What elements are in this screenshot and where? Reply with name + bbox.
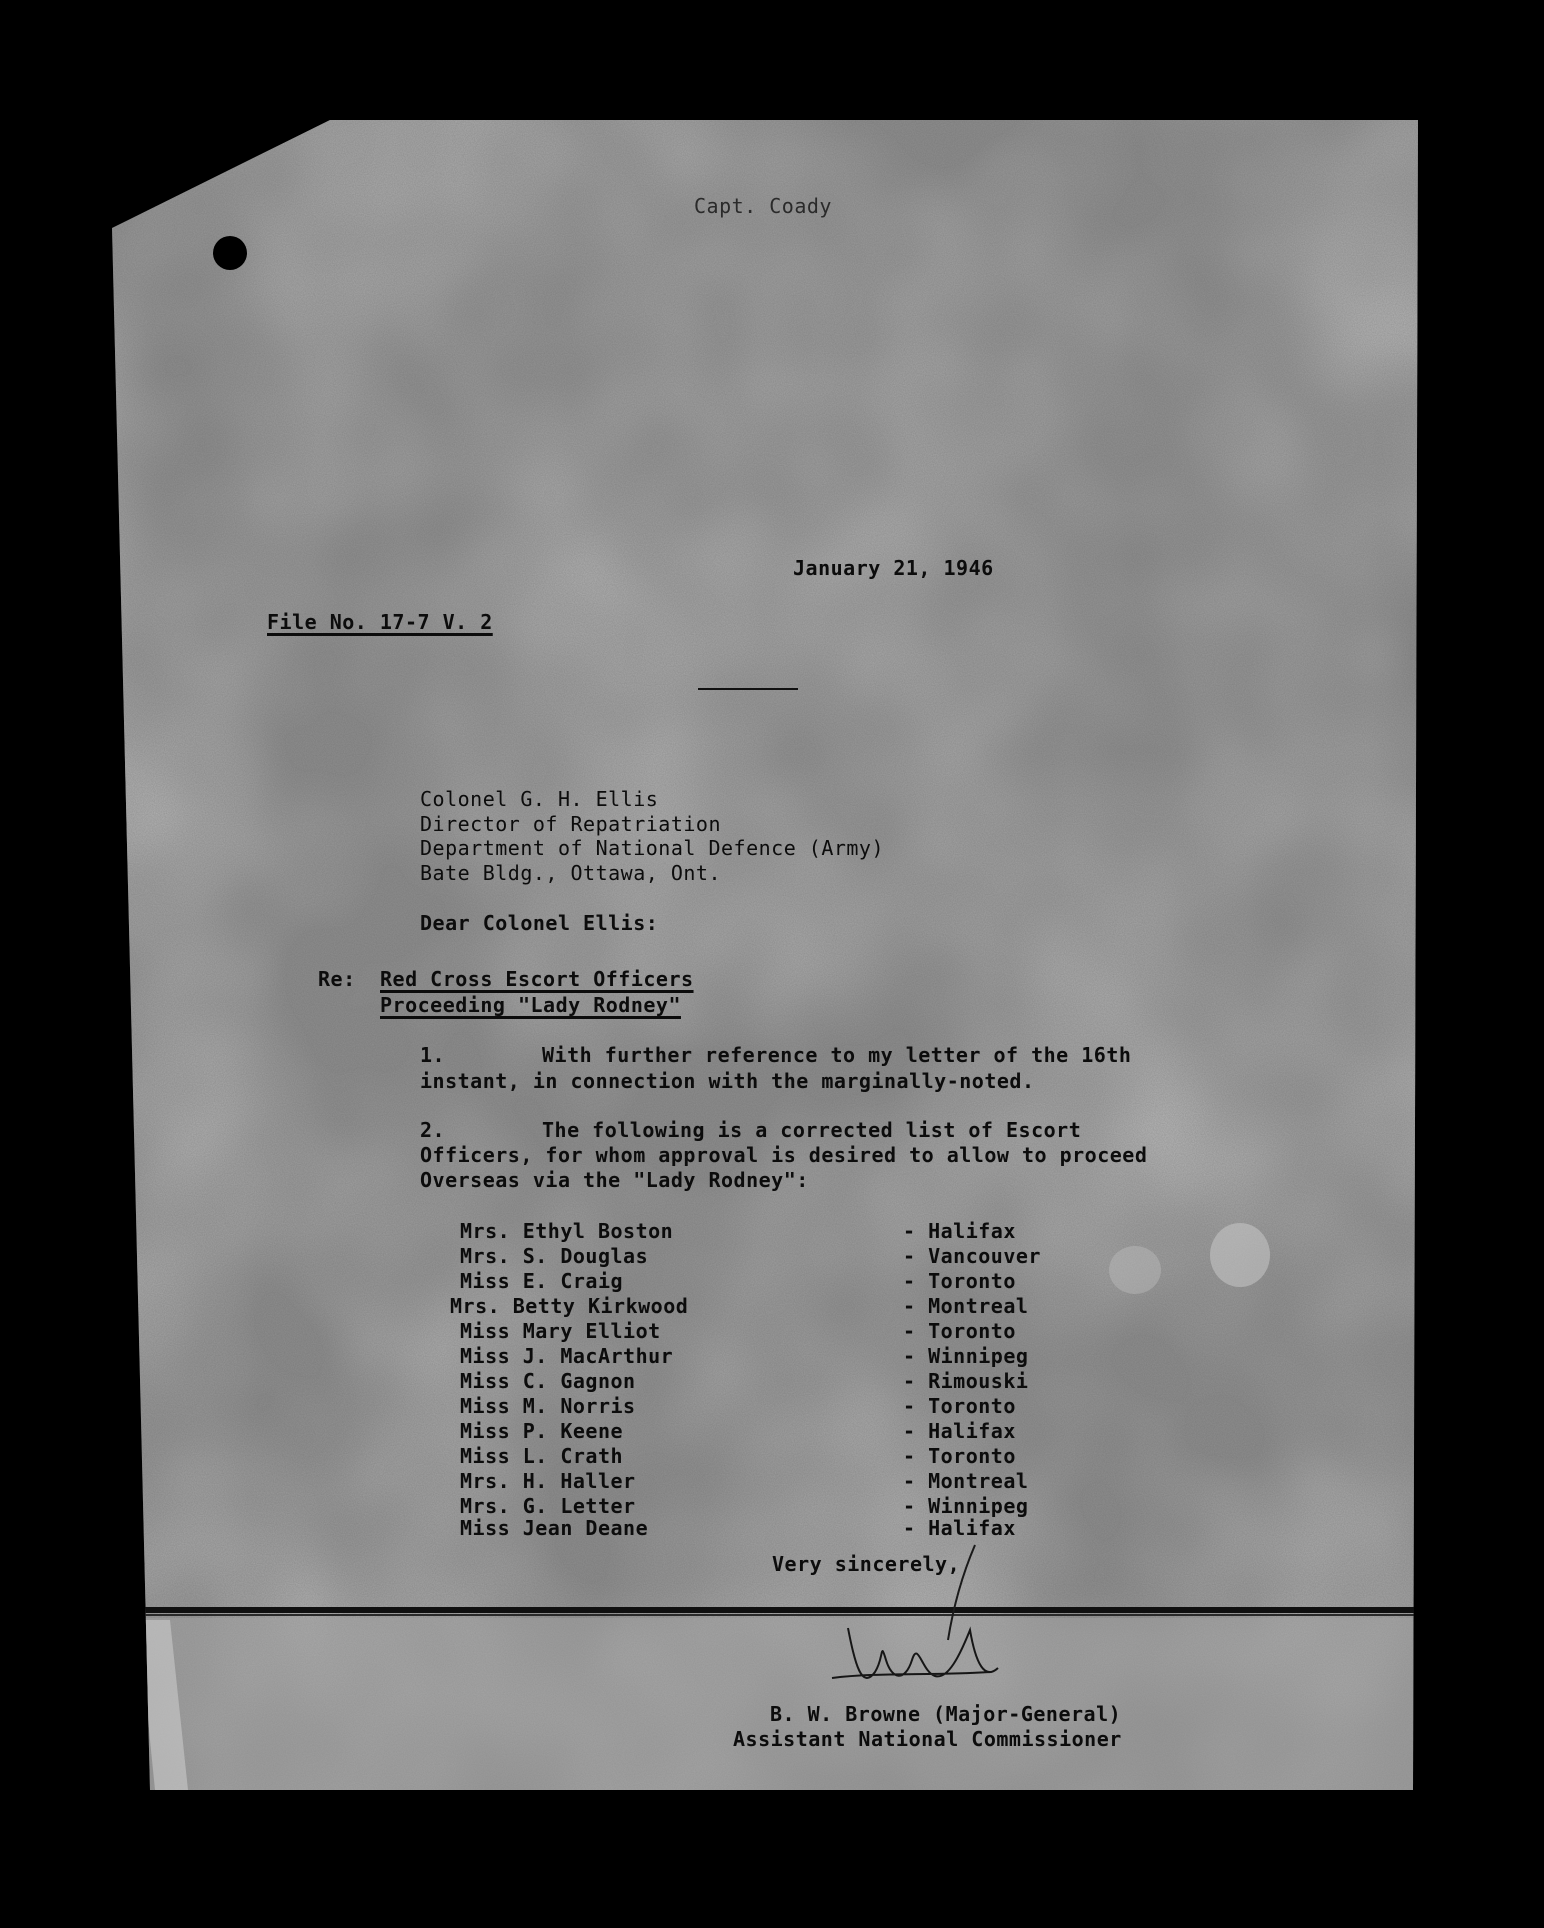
list-item <box>0 1269 1544 1294</box>
recipient-line: Director of Repatriation <box>420 812 721 836</box>
officer-name: Miss P. Keene <box>460 1419 624 1443</box>
officer-city: - Vancouver <box>903 1244 1041 1268</box>
list-item <box>0 1294 1544 1319</box>
officer-city: - Winnipeg <box>903 1344 1029 1368</box>
officer-city: - Rimouski <box>903 1369 1029 1393</box>
closing: Very sincerely, <box>772 1552 961 1576</box>
officer-city: - Montreal <box>903 1469 1029 1493</box>
list-item <box>0 1344 1544 1369</box>
routing-note: Capt. Coady <box>694 194 832 218</box>
officer-city: - Toronto <box>903 1269 1016 1293</box>
recipient-line: Bate Bldg., Ottawa, Ont. <box>420 861 721 885</box>
paragraph-line: instant, in connection with the marginally-noted. <box>420 1069 1035 1093</box>
officer-city: - Winnipeg <box>903 1494 1029 1518</box>
officer-name: Miss M. Norris <box>460 1394 636 1418</box>
salutation: Dear Colonel Ellis: <box>420 911 659 935</box>
list-item <box>0 1419 1544 1444</box>
paragraph-line: Officers, for whom approval is desired to allow to proceed <box>420 1143 1148 1167</box>
officer-name: Mrs. G. Letter <box>460 1494 636 1518</box>
officer-name: Miss Mary Elliot <box>460 1319 661 1343</box>
officer-city: - Halifax <box>903 1219 1016 1243</box>
signatory-name: B. W. Browne (Major-General) <box>770 1702 1122 1726</box>
officer-city: - Toronto <box>903 1394 1016 1418</box>
officer-name: Mrs. H. Haller <box>460 1469 636 1493</box>
officer-name: Mrs. Ethyl Boston <box>460 1219 674 1243</box>
list-item <box>0 1244 1544 1269</box>
officer-city: - Halifax <box>903 1516 1016 1540</box>
officer-city: - Toronto <box>903 1444 1016 1468</box>
list-item <box>0 1369 1544 1394</box>
signatory-title: Assistant National Commissioner <box>733 1727 1122 1751</box>
paragraph-line: Overseas via the "Lady Rodney": <box>420 1168 809 1192</box>
subject-line: Red Cross Escort Officers <box>380 967 694 991</box>
officer-name: Miss J. MacArthur <box>460 1344 674 1368</box>
officer-name: Miss L. Crath <box>460 1444 624 1468</box>
paragraph-line: The following is a corrected list of Escort <box>542 1118 1082 1142</box>
list-item <box>0 1319 1544 1344</box>
list-item <box>0 1394 1544 1419</box>
list-item <box>0 1469 1544 1494</box>
recipient-line: Colonel G. H. Ellis <box>420 787 659 811</box>
paragraph-number: 1. <box>420 1043 446 1067</box>
subject-line: Proceeding "Lady Rodney" <box>380 993 681 1017</box>
punch-hole <box>213 236 247 270</box>
officer-city: - Halifax <box>903 1419 1016 1443</box>
paragraph-number: 2. <box>420 1118 446 1142</box>
letter-date: January 21, 1946 <box>793 556 994 580</box>
officer-name: Mrs. S. Douglas <box>460 1244 649 1268</box>
recipient-line: Department of National Defence (Army) <box>420 836 885 860</box>
paragraph-line: With further reference to my letter of the 16th <box>542 1043 1132 1067</box>
officer-name: Miss E. Craig <box>460 1269 624 1293</box>
officer-name: Miss Jean Deane <box>460 1516 649 1540</box>
list-item <box>0 1516 1544 1541</box>
officer-city: - Toronto <box>903 1319 1016 1343</box>
officer-name: Mrs. Betty Kirkwood <box>450 1294 689 1318</box>
officer-city: - Montreal <box>903 1294 1029 1318</box>
file-number: File No. 17-7 V. 2 <box>267 610 493 634</box>
list-item <box>0 1444 1544 1469</box>
list-item <box>0 1219 1544 1244</box>
re-label: Re: <box>318 967 356 991</box>
officer-name: Miss C. Gagnon <box>460 1369 636 1393</box>
